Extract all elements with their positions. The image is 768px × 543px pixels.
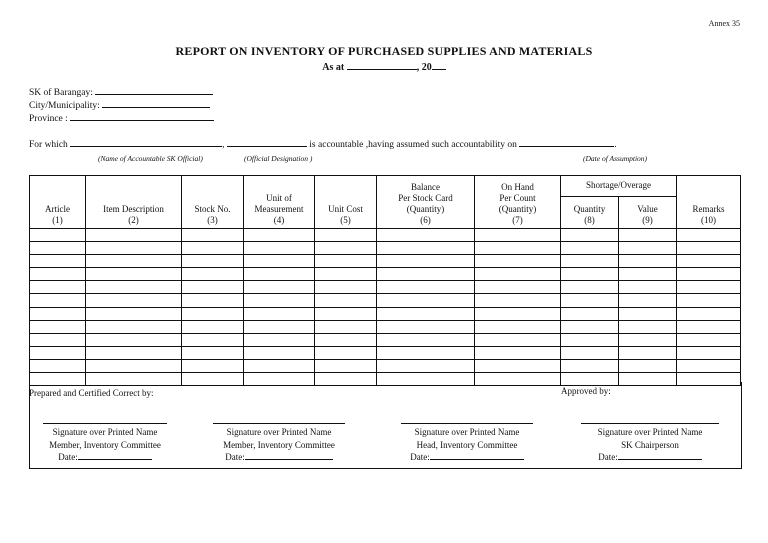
table-cell[interactable] (86, 268, 182, 281)
table-cell[interactable] (475, 333, 561, 346)
col-label: Quantity (573, 204, 606, 214)
accountable-official-field[interactable] (70, 138, 222, 147)
table-cell[interactable] (475, 294, 561, 307)
table-cell[interactable] (86, 320, 182, 333)
table-cell[interactable] (619, 229, 677, 242)
table-cell[interactable] (86, 242, 182, 255)
table-cell[interactable] (182, 255, 244, 268)
table-cell[interactable] (561, 242, 619, 255)
col-number: (1) (52, 215, 63, 225)
table-cell[interactable] (475, 359, 561, 372)
table-cell[interactable] (561, 229, 619, 242)
col-number: (2) (128, 215, 139, 225)
table-cell[interactable] (244, 320, 315, 333)
table-cell[interactable] (377, 294, 475, 307)
as-at-prefix: As at (322, 62, 345, 73)
table-cell[interactable] (30, 294, 86, 307)
date-field[interactable] (618, 451, 702, 460)
table-cell[interactable] (182, 359, 244, 372)
signature-line[interactable] (43, 423, 167, 424)
report-title: REPORT ON INVENTORY OF PURCHASED SUPPLIES AND MATERIALS (175, 44, 593, 58)
table-cell[interactable] (315, 242, 377, 255)
col-header-10 (677, 176, 741, 229)
table-cell[interactable] (561, 294, 619, 307)
sk-barangay-field[interactable] (95, 86, 213, 95)
table-cell[interactable] (561, 333, 619, 346)
table-cell[interactable] (377, 346, 475, 359)
table-cell[interactable] (86, 346, 182, 359)
col-number: (5) (340, 215, 351, 225)
table-row (30, 307, 741, 320)
table-cell[interactable] (182, 333, 244, 346)
city-label: City/Municipality: (29, 101, 100, 111)
signature-caption: Signature over Printed Name (52, 427, 158, 437)
table-cell[interactable] (677, 346, 741, 359)
col-header-9 (619, 197, 677, 229)
table-cell[interactable] (315, 346, 377, 359)
col-number: (6) (420, 215, 431, 225)
table-cell[interactable] (377, 320, 475, 333)
table-cell[interactable] (475, 242, 561, 255)
city-field[interactable] (102, 99, 210, 108)
table-cell[interactable] (244, 255, 315, 268)
table-cell[interactable] (677, 333, 741, 346)
table-cell[interactable] (315, 281, 377, 294)
table-cell[interactable] (377, 229, 475, 242)
table-cell[interactable] (377, 255, 475, 268)
table-cell[interactable] (30, 242, 86, 255)
table-cell[interactable] (677, 281, 741, 294)
col-number: (4) (273, 215, 285, 225)
table-cell[interactable] (182, 320, 244, 333)
table-cell[interactable] (475, 255, 561, 268)
accountability-prefix: For which (29, 140, 68, 150)
signature-line[interactable] (401, 423, 533, 424)
table-cell[interactable] (561, 281, 619, 294)
table-cell[interactable] (377, 281, 475, 294)
col-label: Balance Per Stock Card (Quantity) (398, 182, 453, 214)
date-label: Date: (410, 452, 430, 462)
table-row (30, 359, 741, 372)
table-cell[interactable] (315, 229, 377, 242)
signature-role: Head, Inventory Committee (416, 439, 518, 450)
col-number: (8) (584, 215, 595, 225)
table-cell[interactable] (677, 229, 741, 242)
signature-role: Member, Inventory Committee (223, 439, 335, 450)
table-cell[interactable] (315, 294, 377, 307)
as-at-suffix: , 20 (416, 62, 432, 73)
table-cell[interactable] (182, 268, 244, 281)
table-cell[interactable] (244, 359, 315, 372)
table-cell[interactable] (244, 242, 315, 255)
table-cell[interactable] (182, 229, 244, 242)
table-cell[interactable] (677, 294, 741, 307)
table-cell[interactable] (475, 346, 561, 359)
date-field[interactable] (430, 451, 524, 460)
sk-barangay-row (29, 86, 213, 98)
table-cell[interactable] (377, 359, 475, 372)
table-cell[interactable] (561, 307, 619, 320)
table-cell[interactable] (30, 333, 86, 346)
table-cell[interactable] (315, 359, 377, 372)
table-cell[interactable] (30, 320, 86, 333)
table-cell[interactable] (677, 242, 741, 255)
table-row (30, 255, 741, 268)
table-cell[interactable] (619, 346, 677, 359)
province-label: Province : (29, 114, 68, 124)
col-number: (7) (512, 215, 523, 225)
col-number: (9) (642, 215, 653, 225)
signature-block-3 (394, 423, 540, 464)
table-cell[interactable] (315, 320, 377, 333)
col-header-1 (30, 176, 86, 229)
signature-role: SK Chairperson (621, 439, 679, 450)
signature-date-row (206, 451, 352, 464)
table-cell[interactable] (561, 346, 619, 359)
table-cell[interactable] (30, 268, 86, 281)
shortage-overage-header: Shortage/Overage (561, 176, 677, 197)
table-cell[interactable] (315, 255, 377, 268)
date-field[interactable] (245, 451, 333, 460)
table-cell[interactable] (182, 346, 244, 359)
table-cell[interactable] (244, 229, 315, 242)
col-label: Stock No. (194, 204, 231, 214)
table-row (30, 346, 741, 359)
table-cell[interactable] (86, 294, 182, 307)
table-cell[interactable] (677, 307, 741, 320)
table-row (30, 242, 741, 255)
prepared-label: Prepared and Certified Correct by: (29, 388, 154, 398)
col-label: Unit Cost (328, 204, 363, 214)
date-label: Date: (58, 452, 78, 462)
table-cell[interactable] (377, 242, 475, 255)
signature-caption: Signature over Printed Name (414, 427, 520, 437)
inventory-body (30, 229, 741, 386)
table-cell[interactable] (244, 333, 315, 346)
signature-block-1 (36, 423, 174, 464)
approved-label: Approved by: (561, 386, 611, 396)
table-cell[interactable] (86, 333, 182, 346)
col-header-6 (377, 176, 475, 229)
table-cell[interactable] (561, 268, 619, 281)
note-date-assumption: (Date of Assumption) (583, 154, 648, 163)
table-cell[interactable] (475, 307, 561, 320)
signature-block-4 (576, 423, 724, 464)
table-cell[interactable] (86, 307, 182, 320)
col-label: On Hand Per Count (Quantity) (498, 182, 537, 214)
table-cell[interactable] (561, 359, 619, 372)
table-cell[interactable] (30, 346, 86, 359)
table-cell[interactable] (244, 307, 315, 320)
table-row (30, 320, 741, 333)
date-label: Date: (598, 452, 618, 462)
table-cell[interactable] (619, 242, 677, 255)
accountability-row: For which , is accountable ,having assumed such accountability on . (29, 140, 617, 150)
signature-caption: Signature over Printed Name (597, 427, 703, 437)
accountability-middle: is accountable ,having assumed such accountability on (309, 140, 517, 150)
table-cell[interactable] (619, 281, 677, 294)
table-cell[interactable] (677, 268, 741, 281)
table-cell[interactable] (475, 229, 561, 242)
table-cell[interactable] (30, 229, 86, 242)
table-cell[interactable] (677, 255, 741, 268)
col-header-7 (475, 176, 561, 229)
table-row (30, 294, 741, 307)
col-label: Item Description (103, 204, 164, 214)
table-cell[interactable] (315, 333, 377, 346)
inventory-table (29, 175, 741, 386)
col-number: (10) (701, 215, 717, 225)
official-designation-field[interactable] (227, 138, 307, 147)
table-cell[interactable] (561, 255, 619, 268)
table-cell[interactable] (677, 320, 741, 333)
table-cell[interactable] (182, 307, 244, 320)
table-cell[interactable] (86, 359, 182, 372)
table-cell[interactable] (619, 255, 677, 268)
table-cell[interactable] (86, 255, 182, 268)
table-cell[interactable] (244, 294, 315, 307)
sk-barangay-label: SK of Barangay: (29, 88, 93, 98)
signature-line[interactable] (213, 423, 345, 424)
table-cell[interactable] (619, 359, 677, 372)
table-cell[interactable] (182, 294, 244, 307)
as-at-date-field[interactable] (347, 61, 417, 70)
table-cell[interactable] (377, 307, 475, 320)
signature-caption: Signature over Printed Name (226, 427, 332, 437)
table-cell[interactable] (244, 281, 315, 294)
table-cell[interactable] (86, 229, 182, 242)
table-cell[interactable] (182, 281, 244, 294)
table-cell[interactable] (182, 242, 244, 255)
table-cell[interactable] (619, 307, 677, 320)
col-header-2 (86, 176, 182, 229)
col-number: (3) (207, 215, 218, 225)
signature-line[interactable] (581, 423, 719, 424)
province-field[interactable] (70, 112, 214, 121)
table-cell[interactable] (475, 281, 561, 294)
col-label: Unit of Measurement (254, 193, 304, 214)
table-cell[interactable] (30, 307, 86, 320)
signature-date-row (36, 451, 174, 464)
annex-label: Annex 35 (708, 19, 740, 28)
city-row (29, 99, 210, 111)
note-official-name: (Name of Accountable SK Official) (98, 154, 203, 163)
col-label: Article (45, 204, 70, 214)
col-label: Remarks (692, 204, 725, 214)
col-header-5 (315, 176, 377, 229)
table-cell[interactable] (377, 333, 475, 346)
table-row (30, 333, 741, 346)
table-cell[interactable] (244, 268, 315, 281)
table-cell[interactable] (30, 359, 86, 372)
as-at-line (0, 61, 768, 73)
table-cell[interactable] (561, 320, 619, 333)
table-cell[interactable] (315, 268, 377, 281)
table-row (30, 229, 741, 242)
table-cell[interactable] (619, 294, 677, 307)
col-header-4 (244, 176, 315, 229)
col-label: Value (637, 204, 658, 214)
table-cell[interactable] (377, 268, 475, 281)
col-header-3 (182, 176, 244, 229)
signature-role: Member, Inventory Committee (49, 439, 161, 450)
table-cell[interactable] (619, 320, 677, 333)
table-row (30, 268, 741, 281)
signature-date-row (576, 451, 724, 464)
table-cell[interactable] (619, 268, 677, 281)
date-label: Date: (225, 452, 245, 462)
assumption-date-field[interactable] (519, 138, 614, 147)
table-cell[interactable] (619, 333, 677, 346)
table-cell[interactable] (315, 307, 377, 320)
col-header-8 (561, 197, 619, 229)
table-cell[interactable] (475, 268, 561, 281)
as-at-year-field[interactable] (432, 61, 446, 70)
table-cell[interactable] (677, 359, 741, 372)
table-cell[interactable] (86, 281, 182, 294)
note-official-designation: (Official Designation ) (244, 154, 313, 163)
date-field[interactable] (78, 451, 152, 460)
table-cell[interactable] (244, 346, 315, 359)
table-cell[interactable] (30, 281, 86, 294)
table-row (30, 281, 741, 294)
signature-block-2 (206, 423, 352, 464)
province-row (29, 112, 214, 124)
table-cell[interactable] (30, 255, 86, 268)
signature-date-row (394, 451, 540, 464)
table-cell[interactable] (475, 320, 561, 333)
